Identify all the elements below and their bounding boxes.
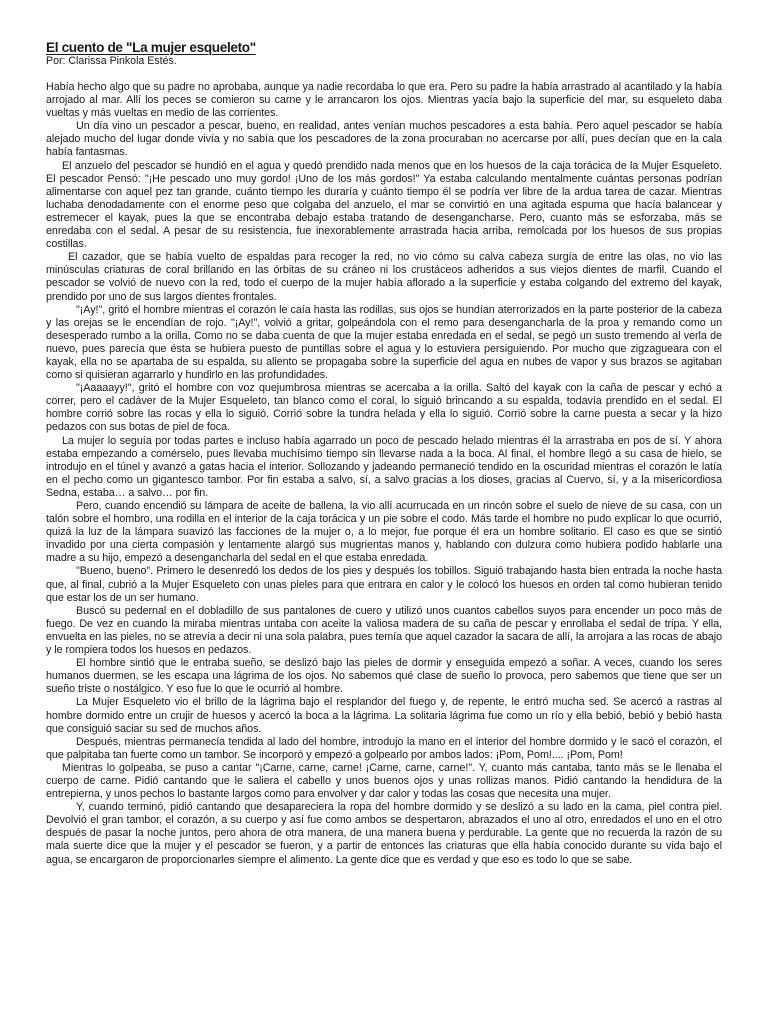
paragraph: La Mujer Esqueleto vio el brillo de la lágrima bajo el resplandor del fuego y, de repente, le entró mucha sed. Se acercó a rastras al hombre dormido entre un crujir de huesos y acercó la boca a la lágrima. La solitaria lágrima fue como un río y ella bebió, bebió y bebió hasta que consiguió saciar su sed de muchos años. [46, 696, 722, 735]
document-title: El cuento de "La mujer esqueleto" [46, 40, 256, 55]
paragraph: Mientras lo golpeaba, se puso a cantar "¡Carne, carne, carne! ¡Carne, carne, carne!". Y, cuanto más cantaba, tanto más se le llenaba el cuerpo de carne. Pidió cantando que le saliera el cabello y unos buenos ojos y unas rollizas manos. Pidió cantando la hendidura de la entrepierna, y unos pechos lo bastante largos como para envolver y dar calor y todas las cosas que necesita una mujer. [46, 761, 722, 801]
document-author: Por: Clarissa Pinkola Estés. [46, 55, 177, 67]
paragraph: Un día vino un pescador a pescar, bueno, en realidad, antes venían muchos pescadores a esta bahía. Pero aquel pescador se había alejado mucho del lugar donde vivía y no sabía que los pescadores de la zona procuraban no acercarse por allí, pues decían que en la cala había fantasmas. [46, 120, 722, 159]
paragraph: Pero, cuando encendió su lámpara de aceite de ballena, la vio allí acurrucada en un rincón sobre el suelo de nieve de su casa, con un talón sobre el hombro, una rodilla en el interior de la caja torácica y un pie sobre el codo. Más tarde el hombre no pudo explicar lo que ocurrió, quizá la luz de la lámpara suavizó las facciones de la mujer o, a lo mejor, fue porque él era un hombre solitario. El caso es que se sintió invadido por una cierta compasión y lentamente alargó sus mugrientas manos y, hablando con dulzura como hubiera podido hablarle una madre a su hijo, empezó a desengancharla del sedal en el que estaba enredada. [46, 500, 722, 565]
paragraph: "¡Ay!", gritó el hombre mientras el corazón le caía hasta las rodillas, sus ojos se hundían aterrorizados en la parte posterior de la cabeza y las orejas se le encendían de rojo. "¡Ay!", volvió a gritar, golpeándola con el remo para desengancharla de la proa y remando como un desesperado rumbo a la orilla. Como no se daba cuenta de que la mujer estaba enredada en el sedal, se pegó un susto tremendo al verla de nuevo, pues parecía que ésta se hubiera puesto de puntillas sobre el agua y lo estuviera persiguiendo. Por mucho que zigzagueara con el kayak, ella no se apartaba de su espalda, su aliento se propagaba sobre la superficie del agua en nubes de vapor y sus brazos se agitaban como si quisieran agarrarlo y hundirlo en las profundidades. [46, 303, 722, 382]
paragraph: Había hecho algo que su padre no aprobaba, aunque ya nadie recordaba lo que era. Pero su padre la había arrastrado al acantilado y la había arrojado al mar. Allí los peces se comieron su carne y le arrancaron los ojos. Mientras yacía bajo la superficie del mar, su esqueleto daba vueltas y más vueltas en medio de las corrientes. [46, 81, 722, 120]
paragraph: El hombre sintió que le entraba sueño, se deslizó bajo las pieles de dormir y enseguida empezó a soñar. A veces, cuando los seres humanos duermen, se les escapa una lágrima de los ojos. No sabemos qué clase de sueño lo provoca, pero sabemos que tiene que ser un sueño triste o nostálgico. Y eso fue lo que le ocurrió al hombre. [46, 657, 722, 696]
paragraph: "¡Aaaaayy!", gritó el hombre con voz quejumbrosa mientras se acercaba a la orilla. Saltó del kayak con la caña de pescar y echó a correr, pero el cadáver de la Mujer Esqueleto, tan blanco como el coral, lo siguió brincando a su espalda, todavía prendido en el sedal. El hombre corrió sobre las rocas y ella lo siguió. Corrió sobre la tundra helada y ella lo siguió. Corrió sobre la carne puesta a secar y la hizo pedazos con sus botas de piel de foca. [46, 382, 722, 434]
paragraph: Buscó su pedernal en el dobladillo de sus pantalones de cuero y utilizó unos cuantos cabellos suyos para encender un poco más de fuego. De vez en cuando la miraba mientras untaba con aceite la valiosa madera de su caña de pescar y enrollaba el sedal de tripa. Y ella, envuelta en las pieles, no se atrevía a decir ni una sola palabra, pues temía que aquel cazador la sacara de allí, la arrojara a las rocas de abajo y le rompiera todos los huesos en pedazos. [46, 604, 722, 657]
paragraph: "Bueno, bueno". Primero le desenredó los dedos de los pies y después los tobillos. Siguió trabajando hasta bien entrada la noche hasta que, al final, cubrió a la Mujer Esqueleto con unas pieles para que entrara en calor y le colocó los huesos en orden tal como hubieran tenido que estar los de un ser humano. [46, 565, 722, 604]
paragraph: Y, cuando terminó, pidió cantando que desapareciera la ropa del hombre dormido y se deslizó a su lado en la cama, piel contra piel. Devolvió el gran tambor, el corazón, a su cuerpo y así fue como ambos se despertaron, abrazados el uno al otro, enredados el uno en el otro después de pasar la noche juntos, pero ahora de otra manera, de una manera buena y perdurable. La gente que no recuerda la razón de su mala suerte dice que la mujer y el pescador se fueron, y a partir de entonces las criaturas que ella había conocido durante su vida bajo el agua, se encargaron de proporcionarles siempre el alimento. La gente dice que es verdad y que eso es todo lo que se sabe. [46, 801, 722, 866]
paragraph: El cazador, que se había vuelto de espaldas para recoger la red, no vio cómo su calva cabeza surgía de entre las olas, no vio las minúsculas criaturas de coral brillando en las órbitas de su cráneo ni los crustáceos adheridos a sus viejos dientes de marfil. Cuando el pescador se volvió de nuevo con la red, todo el cuerpo de la mujer había aflorado a la superficie y estaba colgando del extremo del kayak, prendido por uno de sus largos dientes frontales. [46, 251, 722, 303]
story-body [46, 81, 722, 867]
paragraph: La mujer lo seguía por todas partes e incluso había agarrado un poco de pescado helado mientras él la arrastraba en pos de sí. Y ahora estaba empezando a comérselo, pues llevaba muchísimo tiempo sin llevarse nada a la boca. Al final, el hombre llegó a su casa de hielo, se introdujo en el túnel y avanzó a gatas hacia el interior. Sollozando y jadeando permaneció tendido en la oscuridad mientras el corazón le latía en el pecho como un gigantesco tambor. Por fin estaba a salvo, sí, a salvo gracias a los dioses, gracias al Cuervo, sí, y a la misericordiosa Sedna, estaba… a salvo… por fin. [46, 434, 722, 499]
document-page [46, 40, 722, 867]
paragraph: El anzuelo del pescador se hundió en el agua y quedó prendido nada menos que en los huesos de la caja torácica de la Mujer Esqueleto. El pescador Pensó: "¡He pescado uno muy gordo! ¡Uno de los más gordos!" Ya estaba calculando mentalmente cuántas personas podrían alimentarse con aquel pez tan grande, cuánto tiempo les duraría y cuánto tiempo él se podría ver libre de la ardua tarea de cazar. Mientras luchaba denodadamente con el enorme peso que colgaba del anzuelo, el mar se convirtió en una agitada espuma que hacía balancear y estremecer el kayak, pues la que se encontraba debajo estaba tratando de desengancharse. Pero, cuanto más se esforzaba, más se enredaba con el sedal. A pesar de su resistencia, fue inexorablemente arrastrada hacia arriba, remolcada por los huesos de sus propias costillas. [46, 159, 722, 251]
paragraph: Después, mientras permanecía tendida al lado del hombre, introdujo la mano en el interior del hombre dormido y le sacó el corazón, el que palpitaba tan fuerte como un tambor. Se incorporó y empezó a golpearlo por ambos lados: ¡Pom, Pom!.... ¡Pom, Pom! [46, 735, 722, 761]
